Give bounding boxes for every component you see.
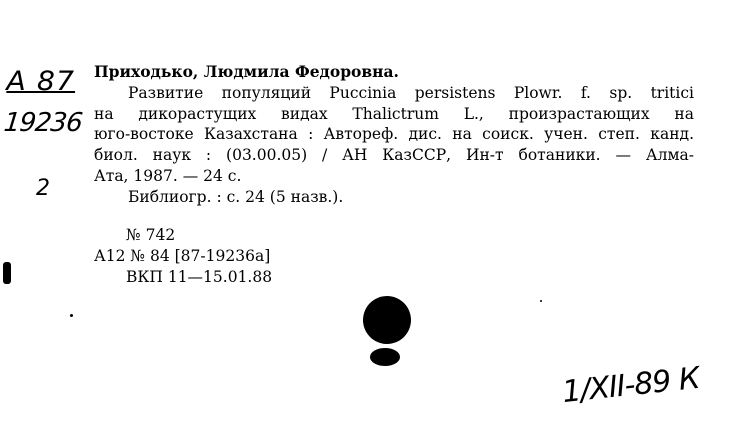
shelfmark-top: А 87 bbox=[6, 66, 76, 97]
title-line-5: Ата, 1987. — 24 с. bbox=[94, 166, 242, 185]
index-line: А12 № 84 [87-19236а] bbox=[94, 247, 271, 266]
title-line-3: юго-востоке Казахстана : Автореф. дис. на соиск. учен. степ. канд. bbox=[94, 125, 694, 144]
card-number: № 742 bbox=[126, 225, 176, 244]
ink-blot bbox=[370, 348, 400, 366]
punch-hole bbox=[363, 296, 411, 344]
speck bbox=[70, 314, 73, 317]
bibliography-note: Библиогр. : с. 24 (5 назв.). bbox=[128, 187, 344, 206]
title-line-1: Развитие популяций Puccinia persistens Plowr. f. sp. tritici bbox=[128, 83, 694, 102]
title-line-4: биол. наук : (03.00.05) / АН КазССР, Ин-т ботаники. — Алма- bbox=[94, 146, 694, 165]
handwritten-date: 1/XII-89 К bbox=[560, 360, 701, 411]
card-text bbox=[94, 62, 694, 288]
margin-mark: 2 bbox=[36, 176, 50, 201]
title-line-2: на дикорастущих видах Thalictrum L., произрастающих на bbox=[94, 104, 694, 123]
vkp-line: ВКП 11—15.01.88 bbox=[126, 268, 273, 287]
shelfmark-bottom: 19236 bbox=[2, 108, 84, 138]
speck bbox=[540, 300, 542, 302]
author-name: Приходько, Людмила Федоровна. bbox=[94, 62, 399, 81]
edge-notch bbox=[3, 262, 11, 284]
